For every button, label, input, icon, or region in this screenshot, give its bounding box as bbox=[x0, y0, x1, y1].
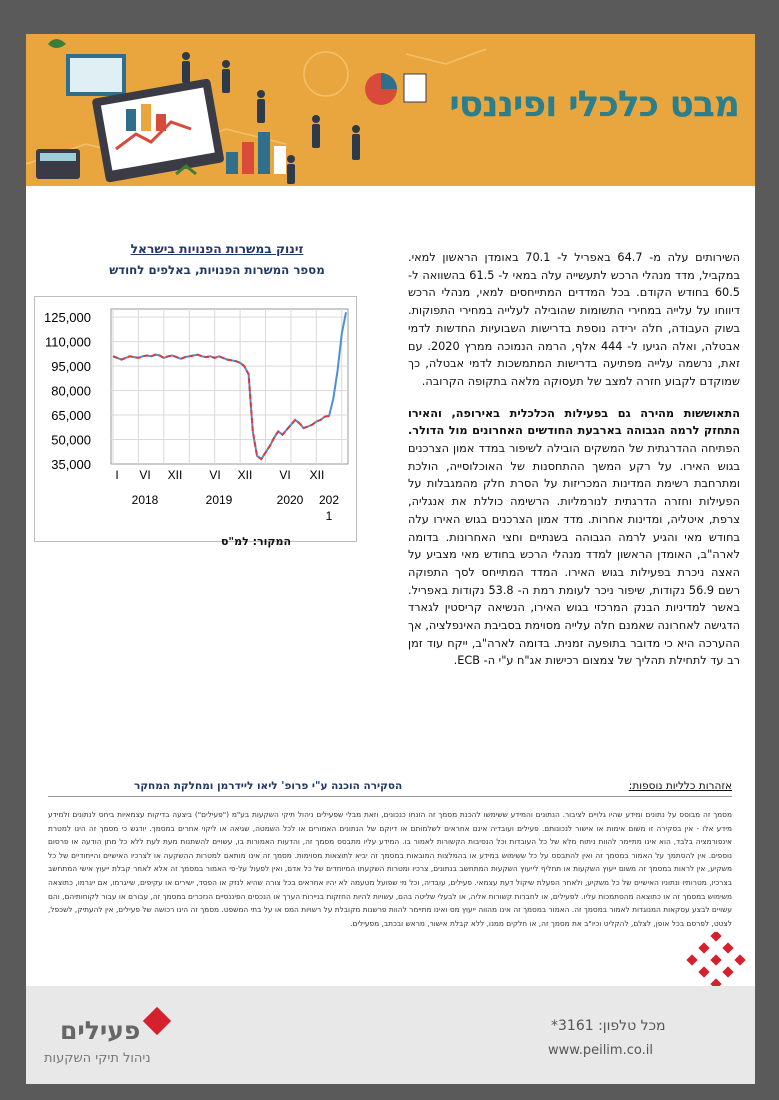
chart-title: זינוק במשרות הפנויות בישראל bbox=[130, 242, 304, 256]
chart-subtitle: מספר המשרות הפנויות, באלפים לחודש bbox=[109, 263, 325, 277]
x-tick-label: XII bbox=[167, 468, 183, 482]
article-body bbox=[408, 249, 740, 684]
paragraph-europe-text: הפתיחה ההדרגתית של המשקים הובילה לשיפור במדד אמון הצרכנים בגוש האירו. על רקע המשך ההתחסנות של האוכלוסייה, הולכת ומתרחבת רשימת המדינות המכריזות על הסרת חלק מהמגבלות על הפעילות וחזרה הדרגתית לנורמליות. הרשימה כוללת את אנגליה, צרפת, איטליה, ומדינות אחרות. מדד אמון הצרכנים בגוש האירו עלה בחודש מאי והגיע לרמה הגבוהה בשנתיים וחצי האחרונות. בדומה לארה"ב, האומדן הראשון למדד מנהלי הרכש בחודש מאי מצביע על האצה ניכרת בפעילות בגוש האירו. המדד המתייחס לסך התפוקה רשם 56.9 נקודות, שיפור ניכר לעומת רמת ה- 53.8 נקודות באפריל. באשר למדיניות הבנק המרכזי בגוש האירו, הנשיאה קריסטין לגארד הדגישה לאחרונה שאמנם חלה עלייה מסוימת בסביבת האינפלציה, אך ההערכה היא כי מדובר בתופעה זמנית. בדומה לארה"ב, ייקח עוד זמן רב עד לתחילת תהליך של צמצום רכישות אג"ח ע"י ה- ECB. bbox=[408, 442, 740, 668]
y-tick-label: 125,000 bbox=[44, 310, 91, 326]
footer-tagline: ניהול תיקי השקעות bbox=[44, 1051, 151, 1066]
year-label: 2019 bbox=[205, 493, 233, 507]
footer-website[interactable]: www.peilim.co.il bbox=[548, 1043, 653, 1058]
report-author: הסקירה הוכנה ע"י פרופ' ליאו ליידרמן ומחלקת המחקר bbox=[134, 780, 403, 792]
disclaimer-text: מסמך זה מבוסס על נתונים ומידע שהיו גלויים לציבור. הנתונים והמידע ששימשו להכנת מסמך זה הונחו כנכונים, וזאת מבלי שפעילים ניהול תיקי השקעות בע"מ ("פעילים") ביצעה בדיקות עצמאיות ביחס לנתונים ולמידע מידע אלו - אין בסקירה זו משום אימות או אישור לנכונותם. פעילים ועובדיה אינם אחראים לשלמותם או דיוקם של הנתונים האמורים או לכל השמטה, שגיאה או ליקוי אחרים במסמך. יודגש כי מסמך זה הינו למטרת אינפורמציה בלבד, הוא אינו מתיימר להוות ניתוח מלא של כל העובדות וכל הנסיבות הקשורות לאמור בו. המידע עליו מתבסס מסמך זה, והדעות האמורות בו, עשויים להשתנות מעת לעת ללא כל מתן הודעה או פרסום נוספים. אין להסתמך על האמור במסמך זה ואין להתבסס על כל ששימוש במידע או בהמלצות המובאות במסמך זה יביא לתוצאות מסוימות. מסמך זה אינו מותאם למטרות ההשקעה או לצרכיו האישיים והייחודיים של כל משקיע, אין לראות במסמך זה משום ייעוץ השקעות או תחליף לייעוץ השקעות המתחשב בנתונים, צרכיו ומטרות השקעתו המיוחדים של כל אדם, ואין לפעול על-פי האמור במסמך זה אלא לאחר קבלת ייעוץ אישי המתחשב בצרכיו, מטרותיו ונתוניו האישיים של כל משקיע, ולאחר הפעלת שיקול דעת עצמאי. פעילים, עובדיה, וכל מי שפועל מטעמה לא יהיו אחראים בכל צורה שהיא לנזק או הפסד, ישירים או עקיפים, שייגרמו, אם ייגרמו, כתוצאה משימוש במסמך זה או כתוצאה מהסתמכות עליו. לפעילים, או לחברות קשורות אליה, או לבעלי שליטה בהם, עשויות להיות החזקות בניירות הערך או הנכסים הפיננסיים הנזכרים במסמך זה, עבורם או עבור לקוחותיהם, והם עשויים לבצע עסקאות המנוגדות לאמור במסמך זה. האמור במסמך זה אינו מהווה ייעוץ מס ואינו מתיימר להוות פרשנות מקובלת על רשויות המס או על בתי המשפט. מסמך זה הינו רכושה של פעילים, אין להעתיק, לשכפל, לצטט, לפרסם בכל אופן, לצלם, להקליט וכיו"ב את מסמך זה, או חלקים ממנו, ללא קבלת אישור, מראש ובכתב, מפעילים. bbox=[48, 810, 732, 928]
page-footer bbox=[26, 986, 755, 1084]
chart-grid bbox=[111, 309, 348, 464]
peilim-diamond-logo-icon bbox=[140, 1004, 174, 1038]
chart-source: המקור: למ"ס bbox=[220, 535, 292, 548]
paragraph-us: השירותים עלה מ- 64.7 באפריל ל- 70.1 באומדן הראשון למאי. במקביל, מדד מנהלי הרכש לתעשייה עלה במאי ל- 61.5 בהשוואה ל- 60.5 בחודש הקודם. בכל המדדים המתייחסים למאי, מנהלי הרכש דיווחו על עלייה במחירי התשומות שהובילה לעלייה במחירי התפוקות. בשוק העבודה, חלה ירידה נוספת בדרישות השבועיות החדשות לדמי אבטלה, ואלה הגיעו ל- 444 אלף, הרמה הנמוכה ממרץ 2020. עם זאת, נרשמה עלייה מפתיעה בדרישות המתמשכות לדמי אבטלה, כך שמוקדם לקבוע חזרה למצב של תעסוקה מלאה בתקופה הקרובה. bbox=[408, 251, 740, 388]
y-tick-label: 95,000 bbox=[51, 359, 91, 375]
paragraph-europe-lead: התאוששות מהירה גם בפעילות הכלכלית באירופה, והאירו התחזק לרמה הגבוהה בארבעת החודשים האחרונים מול הדולר. bbox=[408, 406, 740, 438]
x-tick-label: VI bbox=[209, 468, 221, 482]
paragraph-europe bbox=[408, 405, 740, 671]
y-tick-label: 50,000 bbox=[51, 432, 91, 448]
x-tick-label: VI bbox=[279, 468, 291, 482]
x-tick-label: VI bbox=[139, 468, 151, 482]
report-page bbox=[26, 34, 755, 1084]
disclaimer-heading: אזהרות כלליות נוספות: bbox=[628, 780, 732, 792]
banner-title: מבט כלכלי ופיננסי bbox=[449, 84, 739, 125]
chart-svg bbox=[35, 297, 356, 541]
y-tick-label: 35,000 bbox=[51, 457, 91, 472]
x-axis bbox=[115, 468, 339, 523]
x-tick-label: XII bbox=[237, 468, 253, 482]
year-label: 202 bbox=[318, 493, 340, 507]
x-tick-label: XII bbox=[309, 468, 325, 482]
year-label: 2020 bbox=[276, 493, 304, 507]
footer-brand: פעילים bbox=[60, 1016, 141, 1045]
job-vacancies-chart bbox=[34, 296, 357, 542]
y-tick-label: 80,000 bbox=[51, 383, 91, 399]
y-tick-label: 65,000 bbox=[51, 408, 91, 424]
header-banner bbox=[26, 34, 755, 186]
footer-phone: מכל טלפון: 3161* bbox=[551, 1018, 666, 1034]
year-label: 2018 bbox=[131, 493, 159, 507]
x-tick-label: I bbox=[115, 468, 119, 482]
chart-lines bbox=[113, 312, 346, 459]
y-tick-label: 110,000 bbox=[44, 334, 91, 350]
y-axis bbox=[44, 310, 91, 472]
series-line-blue bbox=[113, 312, 346, 459]
disclaimer-header bbox=[48, 780, 732, 797]
series-line-red bbox=[113, 355, 329, 459]
year-label-wrap: 1 bbox=[325, 509, 333, 523]
plot-border bbox=[111, 309, 348, 464]
